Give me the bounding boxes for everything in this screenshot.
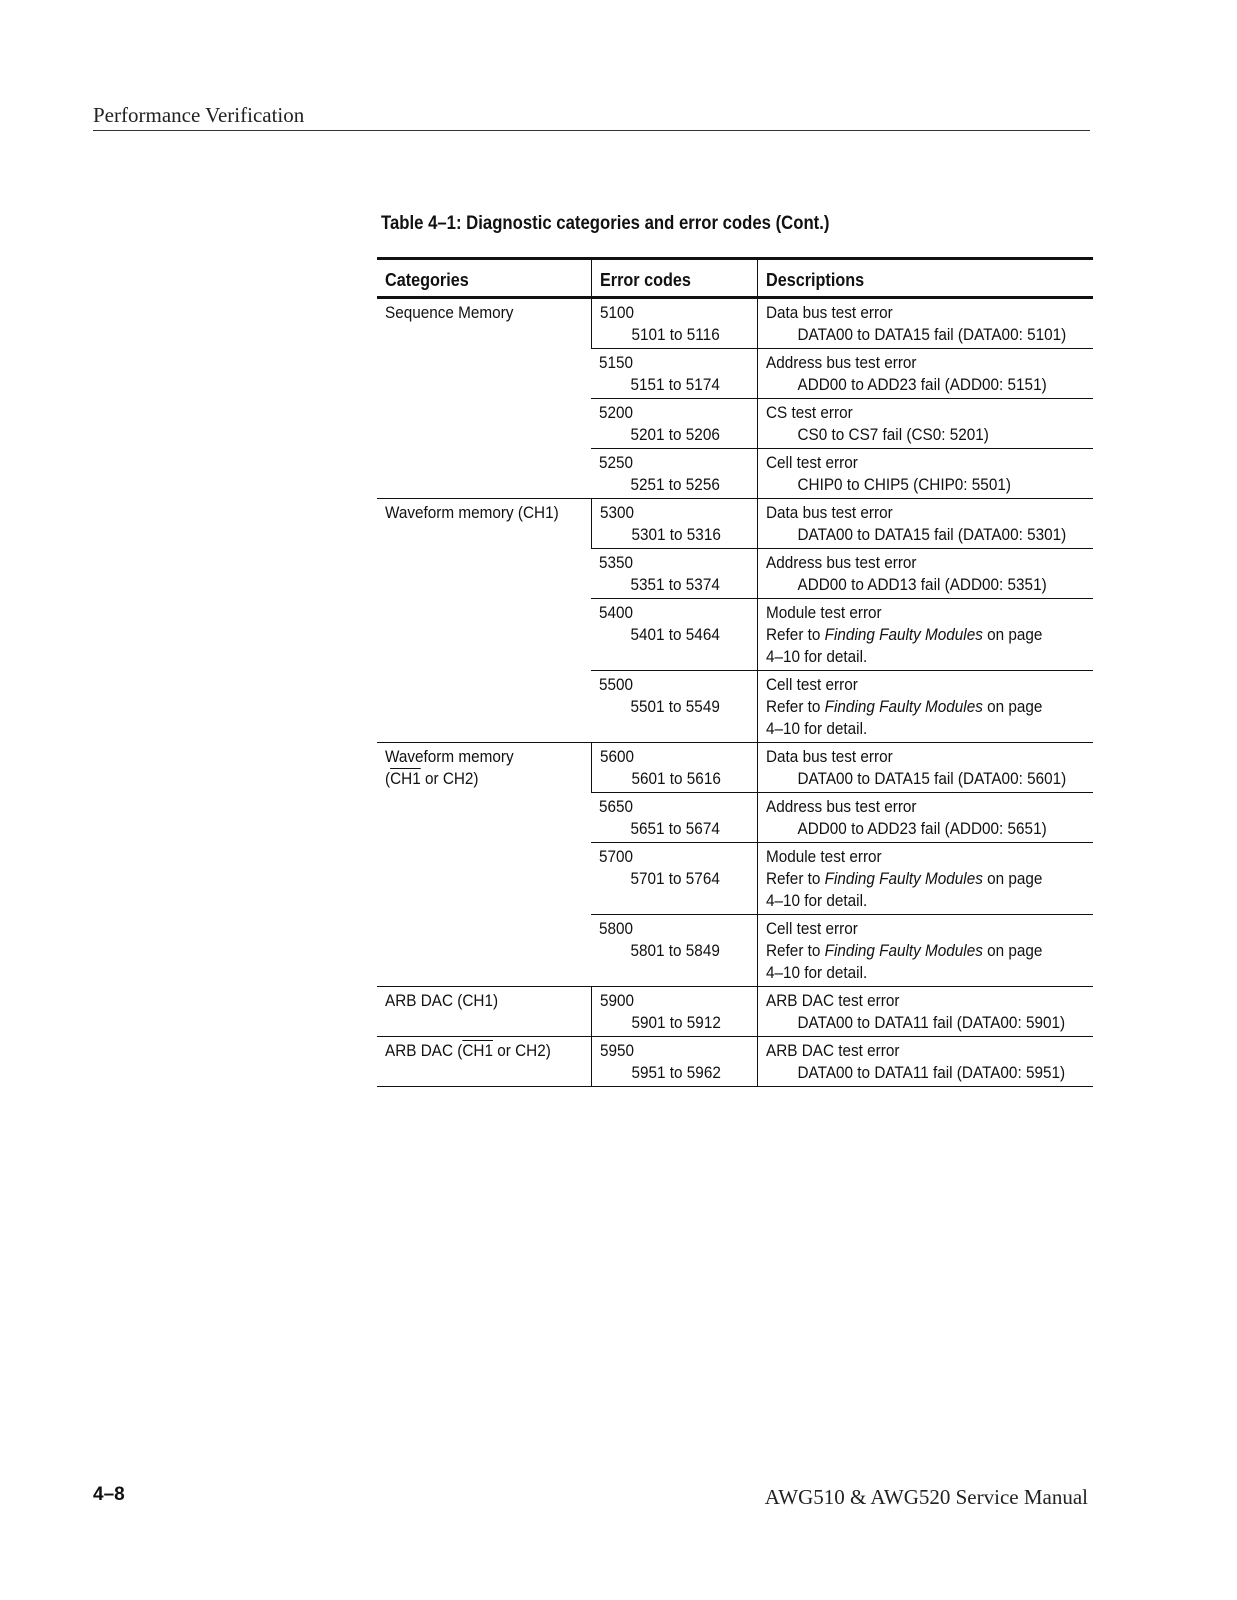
category-cell: Sequence Memory <box>377 298 591 499</box>
cross-reference-title: Finding Faulty Modules <box>824 941 983 960</box>
description-cell: Data bus test error DATA00 to DATA15 fail (DATA00: 5301) <box>757 499 1093 549</box>
error-code-cell: 5300 5301 to 5316 <box>591 499 757 549</box>
cross-reference-title: Finding Faulty Modules <box>824 869 983 888</box>
table-row <box>377 499 1093 549</box>
error-code-cell: 5500 5501 to 5549 <box>591 671 757 743</box>
description-cell: Cell test error Refer to Finding Faulty Modules on page 4–10 for detail. <box>757 915 1093 987</box>
table-row <box>377 298 1093 349</box>
column-header-descriptions: Descriptions <box>757 259 1093 298</box>
description-cell: Cell test error Refer to Finding Faulty Modules on page 4–10 for detail. <box>757 671 1093 743</box>
error-code-cell: 5100 5101 to 5116 <box>591 298 757 349</box>
description-cell: Module test error Refer to Finding Faulty Modules on page 4–10 for detail. <box>757 843 1093 915</box>
cross-reference-title: Finding Faulty Modules <box>824 697 983 716</box>
error-code-cell: 5150 5151 to 5174 <box>591 349 757 399</box>
error-codes-table <box>377 257 1093 1087</box>
table-row <box>377 743 1093 793</box>
manual-title: AWG510 & AWG520 Service Manual <box>764 1485 1088 1509</box>
error-code-cell: 5800 5801 to 5849 <box>591 915 757 987</box>
category-cell: ARB DAC (CH1 or CH2) <box>377 1037 591 1087</box>
description-cell: ARB DAC test error DATA00 to DATA11 fail (DATA00: 5901) <box>757 987 1093 1037</box>
table-caption: Table 4–1: Diagnostic categories and error codes (Cont.) <box>381 213 830 234</box>
error-code-cell: 5700 5701 to 5764 <box>591 843 757 915</box>
error-code-cell: 5650 5651 to 5674 <box>591 793 757 843</box>
cross-reference-title: Finding Faulty Modules <box>824 625 983 644</box>
description-cell: Address bus test error ADD00 to ADD23 fail (ADD00: 5151) <box>757 349 1093 399</box>
header-rule <box>93 130 1090 131</box>
description-cell: Module test error Refer to Finding Faulty Modules on page 4–10 for detail. <box>757 599 1093 671</box>
description-cell: Data bus test error DATA00 to DATA15 fail (DATA00: 5601) <box>757 743 1093 793</box>
error-code-cell: 5900 5901 to 5912 <box>591 987 757 1037</box>
error-code-cell: 5600 5601 to 5616 <box>591 743 757 793</box>
description-cell: Address bus test error ADD00 to ADD13 fail (ADD00: 5351) <box>757 549 1093 599</box>
running-header: Performance Verification <box>93 103 305 127</box>
column-header-error-codes: Error codes <box>591 259 757 298</box>
error-code-cell: 5250 5251 to 5256 <box>591 449 757 499</box>
description-cell: Data bus test error DATA00 to DATA15 fail (DATA00: 5101) <box>757 298 1093 349</box>
error-code-cell: 5200 5201 to 5206 <box>591 399 757 449</box>
description-cell: Address bus test error ADD00 to ADD23 fail (ADD00: 5651) <box>757 793 1093 843</box>
category-cell: ARB DAC (CH1) <box>377 987 591 1037</box>
column-header-categories: Categories <box>377 259 591 298</box>
category-cell: Waveform memory (CH1) <box>377 499 591 743</box>
category-cell: Waveform memory (CH1 or CH2) <box>377 743 591 987</box>
table-header-row <box>377 259 1093 298</box>
description-cell: Cell test error CHIP0 to CHIP5 (CHIP0: 5501) <box>757 449 1093 499</box>
description-cell: ARB DAC test error DATA00 to DATA11 fail (DATA00: 5951) <box>757 1037 1093 1087</box>
description-cell: CS test error CS0 to CS7 fail (CS0: 5201) <box>757 399 1093 449</box>
error-code-cell: 5950 5951 to 5962 <box>591 1037 757 1087</box>
table-row <box>377 1037 1093 1087</box>
page-number: 4–8 <box>93 1484 125 1505</box>
error-code-cell: 5400 5401 to 5464 <box>591 599 757 671</box>
table-row <box>377 987 1093 1037</box>
error-code-cell: 5350 5351 to 5374 <box>591 549 757 599</box>
